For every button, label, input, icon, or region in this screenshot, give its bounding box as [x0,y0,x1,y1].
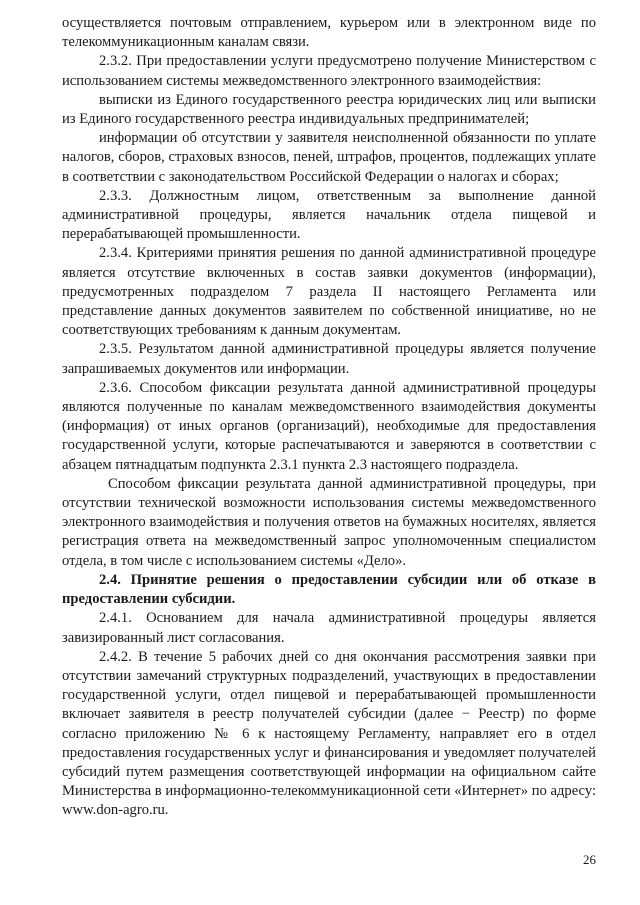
paragraph-tax-info: информации об отсутствии у заявителя неисполненной обязанности по уплате налогов, сборов, страховых взносов, пеней, штрафов, процентов, подлежащих уплате в соответствии с законодательством Российской Федерации о налогах и сборах; [62,130,596,185]
paragraph-registry-extract: выписки из Единого государственного реестра юридических лиц или выписки из Единого государственного реестра индивидуальных предпринимателей; [62,91,596,128]
paragraph-2-3-4: 2.3.4. Критериями принятия решения по данной административной процедуре является отсутствие включенных в состав заявки документов (информации), предусмотренных подразделом 7 раздела II настоящего Регламента или представление данных документов заявителем по собственной инициативе, но не соответствующих требованиям к данным документам. [62,245,596,339]
page-number: 26 [583,852,596,867]
paragraph-fixation-method: Способом фиксации результата данной административной процедуры, при отсутствии технической возможности использования системы межведомственного электронного взаимодействия и получения ответов на бумажных носителях, является регистрация ответа на межведомственный запрос уполномоченным специалистом отдела, в том числе с использованием системы «Дело». [62,475,596,569]
section-heading-2-4: 2.4. Принятие решения о предоставлении субсидии или об отказе в предоставлении субсидии. [62,571,596,608]
paragraph-2-3-3: 2.3.3. Должностным лицом, ответственным за выполнение данной административной процедуры, является начальник отдела пищевой и перерабатывающей промышленности. [62,187,596,243]
paragraph-2-4-2: 2.4.2. В течение 5 рабочих дней со дня окончания рассмотрения заявки при отсутствии замечаний структурных подразделений, участвующих в предоставлении государственной услуги, отдел пищевой и перерабатывающей промышленности включает заявителя в реестр получателей субсидии (далее − Реестр) по форме согласно приложению № 6 к настоящему Регламенту, направляет его в отдел предоставления государственных услуг и финансирования и уведомляет получателей субсидий путем размещения соответствующей информации на официальном сайте Министерства в информационно-телекоммуникационной сети «Интернет» по адресу: www.don-agro.ru. [62,648,596,819]
paragraph-2-3-6: 2.3.6. Способом фиксации результата данной административной процедуры являются полученные по каналам межведомственного взаимодействия документы (информация) от иных органов (организаций), необходимые для предоставления государственной услуги, которые распечатываются и заверяются в соответствии с абзацем пятнадцатым подпункта 2.3.1 пункта 2.3 настоящего подраздела. [62,379,596,473]
document-body [62,14,596,821]
paragraph-2-3-5: 2.3.5. Результатом данной административной процедуры является получение запрашиваемых документов или информации. [62,341,596,377]
paragraph-2-3-2: 2.3.2. При предоставлении услуги предусмотрено получение Министерством с использованием системы межведомственного электронного взаимодействия: [62,53,596,89]
paragraph-2-4-1: 2.4.1. Основанием для начала административной процедуры является завизированный лист согласования. [62,610,596,646]
paragraph-delivery-methods: осуществляется почтовым отправлением, курьером или в электронном виде по телекоммуникационным каналам связи. [62,15,596,51]
